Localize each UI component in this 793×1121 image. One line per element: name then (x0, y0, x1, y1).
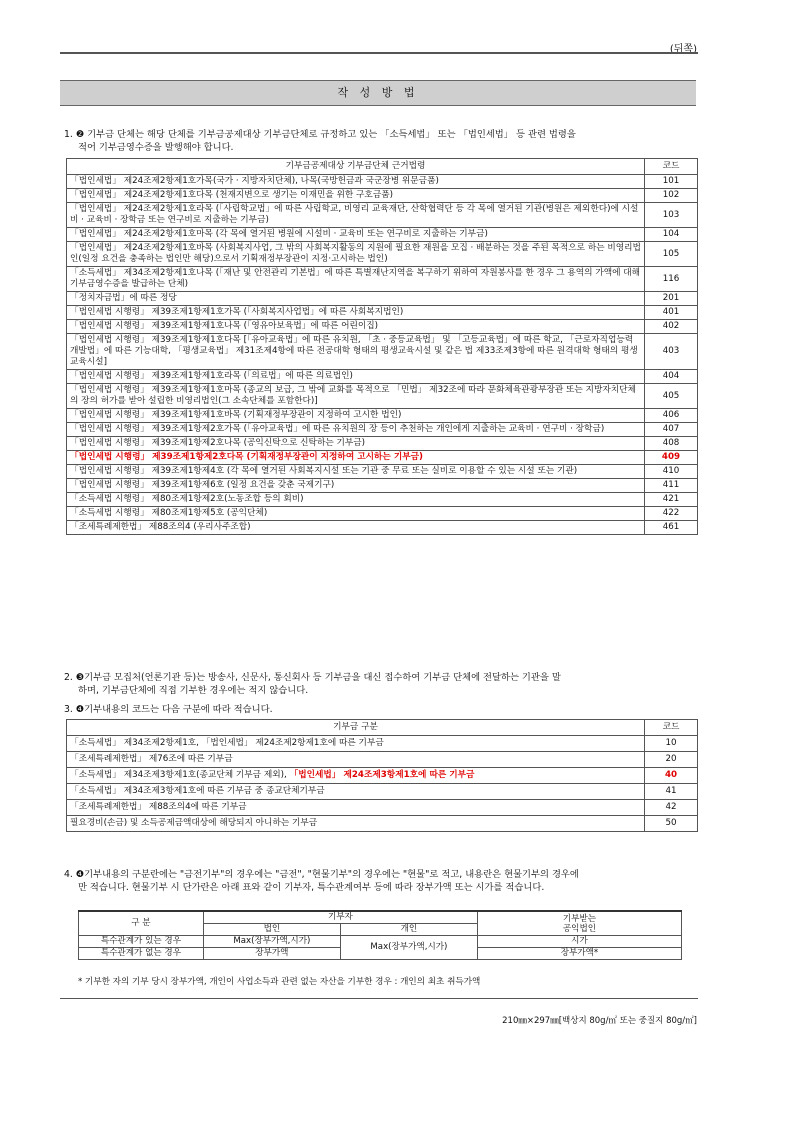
table-row (67, 384, 698, 409)
table2-row-text-highlight: 「법인세법」 제24조제3항제1호에 따른 기부금 (289, 770, 475, 780)
page-side-label: (뒤쪽) (669, 44, 697, 55)
table1-row-code: 103 (645, 203, 698, 228)
table3-header-type: 구 분 (79, 911, 204, 936)
table3-header-donor: 기부자 (203, 911, 477, 924)
donation-org-code-table (66, 158, 698, 535)
table-row (67, 203, 698, 228)
table-row (67, 242, 698, 267)
table3-indiv-value: Max(장부가액,시가) (340, 936, 477, 960)
in-kind-valuation-table (78, 910, 682, 960)
table2-row-text: 「소득세법」 제34조제2항제1호, 「법인세법」 제24조제2항제1호에 따른 기부금 (67, 736, 645, 752)
table1-row-text: 「법인세법 시행령」 제39조제1항제4호 (각 목에 열거된 사회복지시설 또는 기관 중 무료 또는 실비로 이용할 수 있는 시설 또는 기관) (67, 465, 645, 479)
table2-header-type: 기부금 구분 (67, 720, 645, 736)
table1-row-text: 「법인세법」 제24조제2항제1호가목(국가 · 지방자치단체), 나목(국방헌금과 국군장병 위문금품) (67, 175, 645, 189)
table-row (67, 228, 698, 242)
table1-header-law: 기부금공제대상 기부금단체 근거법령 (67, 159, 645, 175)
table1-row-code: 105 (645, 242, 698, 267)
table3-header-indiv: 개인 (340, 924, 477, 936)
footnote: * 기부한 자의 기부 당시 장부가액, 개인이 사업소득과 관련 없는 자산을 기부한 경우 : 개인의 최초 취득가액 (78, 977, 481, 987)
table1-row-text: 「법인세법 시행령」 제39조제1항제2호나목 (공익신탁으로 신탁하는 기부금) (67, 437, 645, 451)
table-row (67, 752, 698, 768)
note-4 (64, 868, 698, 894)
table3-row1-label: 특수관계가 있는 경우 (79, 936, 204, 948)
table1-row-text: 「법인세법」 제24조제2항제1호마목 (각 목에 열거된 병원에 시설비 · 교육비 또는 연구비로 지출하는 기부금) (67, 228, 645, 242)
table1-row-code: 101 (645, 175, 698, 189)
section-title: 작 성 방 법 (60, 80, 696, 106)
table-row (67, 736, 698, 752)
table2-row-code-highlight: 40 (645, 768, 698, 784)
table1-row-text: 「법인세법 시행령」 제39조제1항제1호다목 [「유아교육법」에 따른 유치원, 「초 · 중등교육법」 및 「고등교육법」에 따른 학교, 「근로자직업능력개발법」에 따른 기능대학, 「평생교육법」 제31조제4항에 따른 전공대학 형태의 평생교육시설 및 같은 법 제33조제3항에 따른 원격대학 형태의 평생교육시설] (67, 334, 645, 370)
table3-row2-corp: 장부가액 (203, 948, 340, 960)
table2-row-code: 50 (645, 816, 698, 832)
table3-header-recipient-line1: 기부받는 (562, 913, 597, 924)
table-row (67, 423, 698, 437)
table-row (67, 320, 698, 334)
table1-row-text: 「법인세법 시행령」 제39조제1항제1호마목 (종교의 보급, 그 밖에 교화를 목적으로 「민법」 제32조에 따라 문화체육관광부장관 또는 지방자치단체의 장의 허가를 받아 설립한 비영리법인(그 소속단체를 포함한다)] (67, 384, 645, 409)
table1-row-text: 「소득세법」 제34조제2항제1호나목 (「재난 및 안전관리 기본법」에 따른 특별재난지역을 복구하기 위하여 자원봉사를 한 경우 그 용역의 가액에 대해 기부금영수증을 발급하는 단체) (67, 267, 645, 292)
table3-header-corp: 법인 (203, 924, 340, 936)
table2-row-text: 「조세특례제한법」 제76조에 따른 기부금 (67, 752, 645, 768)
table1-row-text: 「소득세법 시행령」 제80조제1항제5호 (공익단체) (67, 507, 645, 521)
table1-row-code: 461 (645, 521, 698, 535)
table1-row-code: 401 (645, 306, 698, 320)
table-row (67, 479, 698, 493)
bottom-rule (60, 998, 698, 999)
table-row (67, 306, 698, 320)
table1-row-code: 405 (645, 384, 698, 409)
table3-row1-recipient: 시가 (477, 936, 681, 948)
table-row (67, 409, 698, 423)
table-row (67, 768, 698, 784)
table-row (67, 267, 698, 292)
note-2-line1: 2. ❸기부금 모집처(언론기관 등)는 방송사, 신문사, 통신회사 등 기부금을 대신 접수하여 기부금 단체에 전달하는 기관을 말 (64, 672, 561, 683)
table1-row-text: 「법인세법」 제24조제2항제1호다목 (천재지변으로 생기는 이재민을 위한 구호금품) (67, 189, 645, 203)
table1-row-code: 421 (645, 493, 698, 507)
note-2 (64, 671, 698, 697)
table-row (67, 465, 698, 479)
table1-row-code: 404 (645, 370, 698, 384)
note-4-line2: 만 적습니다. 현물기부 시 단가란은 아래 표와 같이 기부자, 특수관계여부 등에 따라 장부가액 또는 시가를 적습니다. (78, 882, 545, 893)
note-1-line1: 1. ❷ 기부금 단체는 해당 단체를 기부금공제대상 기부금단체로 규정하고 있는 「소득세법」 또는 「법인세법」 등 관련 법령을 (64, 129, 576, 140)
table2-row-text: 필요경비(손금) 및 소득공제금액대상에 해당되지 아니하는 기부금 (67, 816, 645, 832)
table1-row-text: 「법인세법 시행령」 제39조제1항제1호나목 (「영유아보육법」에 따른 어린이집) (67, 320, 645, 334)
table2-row-code: 20 (645, 752, 698, 768)
table-row (67, 175, 698, 189)
table-row (67, 507, 698, 521)
table1-row-code: 402 (645, 320, 698, 334)
donation-type-code-table (66, 719, 698, 832)
table1-row-code: 406 (645, 409, 698, 423)
note-2-line2: 하며, 기부금단체에 직접 기부한 경우에는 적지 않습니다. (78, 685, 309, 696)
note-1-line2: 적어 기부금영수증을 발행해야 합니다. (78, 142, 234, 153)
table1-row-text: 「법인세법 시행령」 제39조제1항제1호가목 (「사회복지사업법」에 따른 사회복지법인) (67, 306, 645, 320)
table1-row-text: 「법인세법 시행령」 제39조제1항제6호 (일정 요건을 갖춘 국제기구) (67, 479, 645, 493)
table1-row-code: 411 (645, 479, 698, 493)
table3-row1-corp: Max(장부가액,시가) (203, 936, 340, 948)
table-row (67, 437, 698, 451)
table2-row-text: 「조세특례제한법」 제88조의4에 따른 기부금 (67, 800, 645, 816)
table1-row-code: 116 (645, 267, 698, 292)
table-row (67, 816, 698, 832)
table1-row-text: 「조세특례제한법」 제88조의4 (우리사주조합) (67, 521, 645, 535)
table2-row-code: 10 (645, 736, 698, 752)
table1-row-code: 410 (645, 465, 698, 479)
table1-row-code: 408 (645, 437, 698, 451)
table2-row-text (67, 768, 645, 784)
table1-header-code: 코드 (645, 159, 698, 175)
table1-row-code: 104 (645, 228, 698, 242)
table3-row2-label: 특수관계가 없는 경우 (79, 948, 204, 960)
table-row (67, 292, 698, 306)
table2-row-code: 42 (645, 800, 698, 816)
table1-row-text: 「법인세법 시행령」 제39조제1항제1호바목 (기획재정부장관이 지정하여 고시한 법인) (67, 409, 645, 423)
table-row (67, 493, 698, 507)
table1-row-text: 「소득세법 시행령」 제80조제1항제2호(노동조합 등의 회비) (67, 493, 645, 507)
note-3: 3. ❹기부내용의 코드는 다음 구분에 따라 적습니다. (64, 704, 273, 715)
table1-row-code: 201 (645, 292, 698, 306)
table1-row-code-highlight: 409 (645, 451, 698, 465)
table3-header-recipient-line2: 공익법인 (562, 923, 597, 934)
note-1 (64, 128, 698, 154)
table1-row-text: 「법인세법 시행령」 제39조제1항제2호가목 (「유아교육법」에 따른 유치원의 장 등이 추천하는 개인에게 지출하는 교육비 · 연구비 · 장학금) (67, 423, 645, 437)
table2-header-code: 코드 (645, 720, 698, 736)
table-row (67, 784, 698, 800)
table-row (67, 451, 698, 465)
table-row (67, 521, 698, 535)
table2-row-text: 「소득세법」 제34조제3항제1호에 따른 기부금 중 종교단체기부금 (67, 784, 645, 800)
table3-row2-recipient: 장부가액* (477, 948, 681, 960)
table1-row-text: 「법인세법 시행령」 제39조제1항제1호라목 (「의료법」에 따른 의료법인) (67, 370, 645, 384)
table1-row-code: 102 (645, 189, 698, 203)
table3-header-recipient (477, 911, 681, 936)
table-row (67, 189, 698, 203)
table2-row-code: 41 (645, 784, 698, 800)
table-row (67, 370, 698, 384)
table1-row-text: 「법인세법」 제24조제2항제1호바목 (사회복지사업, 그 밖의 사회복지활동의 지원에 필요한 재원을 모집 · 배분하는 것을 주된 목적으로 하는 비영리법인(일정 요건을 충족하는 법인만 해당)으로서 기획재정부장관이 지정·고시하는 법인) (67, 242, 645, 267)
table-row (67, 800, 698, 816)
table1-row-text: 「법인세법」 제24조제2항제1호라목 (「사립학교법」에 따른 사립학교, 비영리 교육재단, 산학협력단 등 각 목에 열거된 기관(병원은 제외한다)에 시설비 · 교육비 · 장학금 또는 연구비로 지출하는 기부금) (67, 203, 645, 228)
table1-row-text-highlight: 「법인세법 시행령」 제39조제1항제2호다목 (기획재정부장관이 지정하여 고시하는 기부금) (67, 451, 645, 465)
paper-spec-footer: 210㎜×297㎜[백상지 80g/㎡ 또는 중질지 80g/㎡] (502, 1016, 697, 1026)
table1-row-text: 「정치자금법」에 따른 정당 (67, 292, 645, 306)
table1-row-code: 422 (645, 507, 698, 521)
table1-row-code: 403 (645, 334, 698, 370)
top-rule (60, 52, 698, 54)
table-row (67, 334, 698, 370)
table1-row-code: 407 (645, 423, 698, 437)
table2-row-text-part-a: 「소득세법」 제34조제3항제1호(종교단체 기부금 제외), (70, 770, 290, 780)
note-4-line1: 4. ❹기부내용의 구분란에는 "금전기부"의 경우에는 "금전", "현물기부"의 경우에는 "현물"로 적고, 내용란은 현물기부의 경우에 (64, 869, 579, 880)
